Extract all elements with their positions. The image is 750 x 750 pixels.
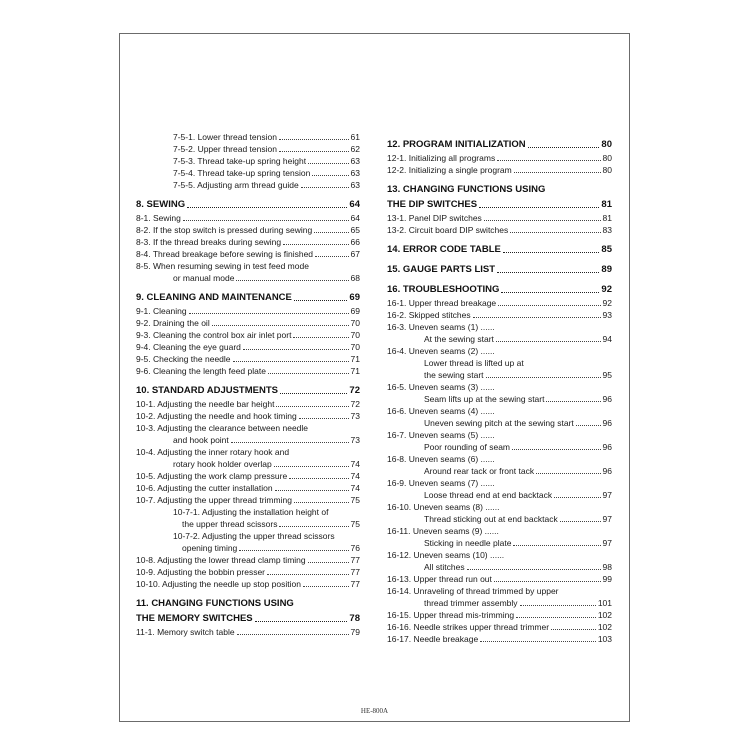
toc-entry-7-5-4-thread-take-up-spring-tension — [136, 167, 360, 179]
toc-entry-9-4-cleaning-the-eye-guard — [136, 341, 360, 353]
toc-page-number: 63 — [350, 168, 360, 178]
toc-title: Uneven sewing pitch at the sewing start — [424, 418, 574, 428]
dot-leader — [480, 641, 596, 642]
dot-leader — [303, 586, 349, 587]
toc-title: 10-10. Adjusting the needle up stop position — [136, 579, 301, 589]
dot-leader — [536, 473, 600, 474]
toc-title: 10-9. Adjusting the bobbin presser — [136, 567, 266, 577]
toc-title: 16-9. Uneven seams (7) ...... — [387, 478, 495, 488]
toc-entry-the-upper-thread-scissors — [136, 518, 360, 530]
dot-leader — [551, 629, 596, 630]
toc-page-number: 97 — [602, 514, 612, 524]
toc-entry-16-8-uneven-seams-6 — [387, 453, 612, 465]
toc-page-number: 95 — [602, 370, 612, 380]
dot-leader — [275, 490, 349, 491]
toc-heading-8-sewing — [136, 197, 360, 211]
dot-leader — [512, 449, 601, 450]
toc-title: 16-5. Uneven seams (3) ...... — [387, 382, 495, 392]
toc-title: 7-5-5. Adjusting arm thread guide — [173, 180, 299, 190]
toc-title: 9-3. Cleaning the control box air inlet port — [136, 330, 292, 340]
toc-entry-16-1-upper-thread-breakage — [387, 297, 612, 309]
toc-title: Poor rounding of seam — [424, 442, 510, 452]
toc-title: 13-1. Panel DIP switches — [387, 213, 482, 223]
dot-leader — [560, 521, 601, 522]
toc-title: 13. CHANGING FUNCTIONS USING — [387, 184, 546, 195]
dot-leader — [279, 139, 349, 140]
toc-page-number: 70 — [350, 330, 360, 340]
toc-title: Lower thread is lifted up at — [424, 358, 524, 368]
toc-page-number: 75 — [350, 519, 360, 529]
dot-leader — [236, 280, 348, 281]
page-footer: HE-800A — [360, 707, 389, 715]
dot-leader — [239, 550, 348, 551]
toc-title: 11. CHANGING FUNCTIONS USING — [136, 598, 294, 609]
toc-entry-7-5-5-adjusting-arm-thread-guide — [136, 179, 360, 191]
dot-leader — [255, 621, 348, 622]
toc-title: Loose thread end at end backtack — [424, 490, 553, 500]
toc-entry-9-2-draining-the-oil — [136, 317, 360, 329]
toc-page-number: 80 — [601, 139, 612, 150]
toc-page-number: 97 — [602, 538, 612, 548]
dot-leader — [497, 160, 600, 161]
dot-leader — [516, 617, 596, 618]
dot-leader — [467, 569, 601, 570]
toc-entry-7-5-1-lower-thread-tension — [136, 131, 360, 143]
dot-leader — [279, 526, 348, 527]
toc-page-number: 71 — [350, 354, 360, 364]
toc-page-number: 74 — [350, 483, 360, 493]
toc-title: 16-12. Uneven seams (10) ...... — [387, 550, 505, 560]
toc-title: 16-4. Uneven seams (2) ...... — [387, 346, 495, 356]
toc-entry-10-4-adjusting-the-inner-rotary-hook-and — [136, 446, 360, 458]
toc-title: 10-7. Adjusting the upper thread trimming — [136, 495, 292, 505]
toc-entry-16-16-needle-strikes-upper-thread-trimme — [387, 621, 612, 633]
toc-title: or manual mode — [173, 273, 235, 283]
toc-entry-16-13-upper-thread-run-out — [387, 573, 612, 585]
toc-title: 16-15. Upper thread mis-trimming — [387, 610, 515, 620]
dot-leader — [528, 147, 600, 148]
toc-title: 8-5. When resuming sewing in test feed mode — [136, 261, 309, 271]
dot-leader — [189, 313, 349, 314]
toc-entry-16-10-uneven-seams-8 — [387, 501, 612, 513]
toc-title: 11-1. Memory switch table — [136, 627, 235, 637]
dot-leader — [187, 207, 347, 208]
toc-page-number: 64 — [350, 213, 360, 223]
toc-title: 7-5-2. Upper thread tension — [173, 144, 277, 154]
toc-title: opening timing — [182, 543, 238, 553]
dot-leader — [484, 220, 601, 221]
toc-page-number: 98 — [602, 562, 612, 572]
toc-entry-16-3-uneven-seams-1 — [387, 321, 612, 333]
toc-heading-10-standard-adjustments — [136, 383, 360, 397]
toc-entry-13-1-panel-dip-switches — [387, 212, 612, 224]
toc-page-number: 96 — [602, 466, 612, 476]
toc-title: 10-6. Adjusting the cutter installation — [136, 483, 273, 493]
toc-page-number: 77 — [350, 579, 360, 589]
toc-entry-poor-rounding-of-seam — [387, 441, 612, 453]
toc-page-number: 72 — [349, 385, 360, 396]
toc-title: 16-13. Upper thread run out — [387, 574, 492, 584]
toc-heading-the-memory-switches — [136, 611, 360, 625]
dot-leader — [315, 256, 348, 257]
toc-title: 10-3. Adjusting the clearance between needle — [136, 423, 309, 433]
dot-leader — [294, 502, 349, 503]
toc-page-number: 69 — [349, 292, 360, 303]
toc-left-column — [136, 131, 360, 638]
toc-title: Sticking in needle plate — [424, 538, 512, 548]
toc-entry-8-4-thread-breakage-before-sewing-is-fin — [136, 248, 360, 260]
toc-page-number: 67 — [350, 249, 360, 259]
toc-title: 16-11. Uneven seams (9) ...... — [387, 526, 499, 536]
toc-entry-9-5-checking-the-needle — [136, 353, 360, 365]
toc-title: 16-2. Skipped stitches — [387, 310, 471, 320]
toc-title: 7-5-1. Lower thread tension — [173, 132, 277, 142]
toc-entry-10-7-2-adjusting-the-upper-thread-scisso — [136, 530, 360, 542]
toc-page-number: 63 — [350, 156, 360, 166]
dot-leader — [576, 425, 601, 426]
toc-title: 16-16. Needle strikes upper thread trimmer — [387, 622, 550, 632]
toc-entry-16-11-uneven-seams-9 — [387, 525, 612, 537]
dot-leader — [479, 207, 599, 208]
dot-leader — [237, 634, 349, 635]
toc-entry-10-3-adjusting-the-clearance-between-nee — [136, 422, 360, 434]
toc-entry-9-3-cleaning-the-control-box-air-inlet-p — [136, 329, 360, 341]
toc-page-number: 102 — [597, 622, 612, 632]
toc-title: 9-1. Cleaning — [136, 306, 187, 316]
dot-leader — [280, 393, 347, 394]
dot-leader — [276, 406, 348, 407]
toc-title: 10-2. Adjusting the needle and hook timing — [136, 411, 297, 421]
toc-entry-loose-thread-end-at-end-backtack — [387, 489, 612, 501]
toc-page-number: 92 — [601, 284, 612, 295]
dot-leader — [486, 377, 601, 378]
dot-leader — [294, 300, 348, 301]
toc-title: 10-7-1. Adjusting the installation height of — [173, 507, 329, 517]
toc-title: the sewing start — [424, 370, 484, 380]
toc-title: 16-3. Uneven seams (1) ...... — [387, 322, 495, 332]
toc-heading-15-gauge-parts-list — [387, 262, 612, 276]
toc-title: thread trimmer assembly — [424, 598, 518, 608]
toc-page-number: 80 — [602, 165, 612, 175]
dot-leader — [301, 187, 349, 188]
toc-entry-around-rear-tack-or-front-tack — [387, 465, 612, 477]
toc-heading-16-troubleshooting — [387, 282, 612, 296]
toc-title: 16-14. Unraveling of thread trimmed by upper — [387, 586, 559, 596]
dot-leader — [520, 605, 596, 606]
toc-page-number: 85 — [601, 244, 612, 255]
toc-title: THE MEMORY SWITCHES — [136, 613, 253, 624]
dot-leader — [274, 466, 349, 467]
toc-title: 9-2. Draining the oil — [136, 318, 210, 328]
toc-entry-7-5-2-upper-thread-tension — [136, 143, 360, 155]
toc-entry-10-1-adjusting-the-needle-bar-height — [136, 398, 360, 410]
toc-page-number: 81 — [601, 199, 612, 210]
toc-entry-16-17-needle-breakage — [387, 633, 612, 645]
toc-page-number: 70 — [350, 342, 360, 352]
toc-entry-10-10-adjusting-the-needle-up-stop-posit — [136, 578, 360, 590]
toc-page-number: 93 — [602, 310, 612, 320]
toc-page-number: 74 — [350, 471, 360, 481]
dot-leader — [546, 401, 600, 402]
toc-right-column — [387, 131, 612, 645]
toc-entry-sticking-in-needle-plate — [387, 537, 612, 549]
toc-title: 16-17. Needle breakage — [387, 634, 479, 644]
dot-leader — [231, 442, 349, 443]
dot-leader — [279, 151, 349, 152]
dot-leader — [494, 581, 601, 582]
toc-title: 13-2. Circuit board DIP switches — [387, 225, 509, 235]
toc-title: 8-3. If the thread breaks during sewing — [136, 237, 282, 247]
toc-entry-10-5-adjusting-the-work-clamp-pressure — [136, 470, 360, 482]
toc-entry-lower-thread-is-lifted-up-at — [387, 357, 612, 369]
toc-title: 10. STANDARD ADJUSTMENTS — [136, 385, 278, 396]
toc-title: 8-2. If the stop switch is pressed during sewing — [136, 225, 313, 235]
toc-entry-uneven-sewing-pitch-at-the-sewing-start — [387, 417, 612, 429]
toc-heading-the-dip-switches — [387, 197, 612, 211]
toc-title: 16-6. Uneven seams (4) ...... — [387, 406, 495, 416]
toc-page-number: 101 — [597, 598, 612, 608]
manual-page — [119, 33, 630, 722]
toc-title: 8-4. Thread breakage before sewing is finished — [136, 249, 314, 259]
toc-page-number: 66 — [350, 237, 360, 247]
toc-entry-9-1-cleaning — [136, 305, 360, 317]
toc-title: Seam lifts up at the sewing start — [424, 394, 545, 404]
toc-page-number: 78 — [349, 613, 360, 624]
dot-leader — [312, 175, 348, 176]
toc-title: 10-8. Adjusting the lower thread clamp timing — [136, 555, 306, 565]
dot-leader — [510, 232, 600, 233]
toc-page-number: 61 — [350, 132, 360, 142]
toc-title: 14. ERROR CODE TABLE — [387, 244, 501, 255]
dot-leader — [293, 337, 348, 338]
dot-leader — [268, 373, 349, 374]
dot-leader — [314, 232, 348, 233]
toc-page-number: 80 — [602, 153, 612, 163]
toc-entry-16-5-uneven-seams-3 — [387, 381, 612, 393]
dot-leader — [299, 418, 349, 419]
toc-heading-11-changing-functions-using — [136, 596, 360, 610]
toc-entry-thread-trimmer-assembly — [387, 597, 612, 609]
toc-page-number: 73 — [350, 411, 360, 421]
toc-page-number: 76 — [350, 543, 360, 553]
toc-page-number: 77 — [350, 555, 360, 565]
toc-entry-rotary-hook-holder-overlap — [136, 458, 360, 470]
toc-page-number: 94 — [602, 334, 612, 344]
toc-title: 12-2. Initializing a single program — [387, 165, 512, 175]
toc-entry-8-1-sewing — [136, 212, 360, 224]
toc-entry-the-sewing-start — [387, 369, 612, 381]
toc-page-number: 92 — [602, 298, 612, 308]
toc-page-number: 99 — [602, 574, 612, 584]
dot-leader — [233, 361, 349, 362]
dot-leader — [496, 341, 601, 342]
dot-leader — [212, 325, 349, 326]
toc-entry-thread-sticking-out-at-end-backtack — [387, 513, 612, 525]
toc-title: 16. TROUBLESHOOTING — [387, 284, 500, 295]
toc-title: THE DIP SWITCHES — [387, 199, 478, 210]
toc-title: 10-7-2. Adjusting the upper thread scissors — [173, 531, 335, 541]
toc-title: rotary hook holder overlap — [173, 459, 272, 469]
toc-entry-16-9-uneven-seams-7 — [387, 477, 612, 489]
dot-leader — [497, 272, 599, 273]
toc-page-number: 72 — [350, 399, 360, 409]
toc-entry-8-3-if-the-thread-breaks-during-sewing — [136, 236, 360, 248]
toc-title: 10-1. Adjusting the needle bar height — [136, 399, 275, 409]
toc-page-number: 71 — [350, 366, 360, 376]
dot-leader — [243, 349, 349, 350]
toc-title: 9-4. Cleaning the eye guard — [136, 342, 241, 352]
toc-entry-10-2-adjusting-the-needle-and-hook-timin — [136, 410, 360, 422]
dot-leader — [503, 252, 600, 253]
dot-leader — [514, 172, 601, 173]
toc-title: Around rear tack or front tack — [424, 466, 535, 476]
toc-title: 7-5-4. Thread take-up spring tension — [173, 168, 311, 178]
toc-heading-9-cleaning-and-maintenance — [136, 290, 360, 304]
toc-page-number: 79 — [350, 627, 360, 637]
toc-title: Thread sticking out at end backtack — [424, 514, 558, 524]
toc-entry-16-6-uneven-seams-4 — [387, 405, 612, 417]
toc-entry-16-14-unraveling-of-thread-trimmed-by-up — [387, 585, 612, 597]
dot-leader — [267, 574, 349, 575]
toc-page-number: 77 — [350, 567, 360, 577]
toc-entry-13-2-circuit-board-dip-switches — [387, 224, 612, 236]
toc-title: All stitches — [424, 562, 465, 572]
dot-leader — [498, 305, 600, 306]
toc-page-number: 63 — [350, 180, 360, 190]
dot-leader — [289, 478, 348, 479]
toc-entry-8-5-when-resuming-sewing-in-test-feed-mo — [136, 260, 360, 272]
toc-entry-and-hook-point — [136, 434, 360, 446]
toc-heading-12-program-initialization — [387, 137, 612, 151]
toc-entry-or-manual-mode — [136, 272, 360, 284]
toc-entry-at-the-sewing-start — [387, 333, 612, 345]
toc-entry-11-1-memory-switch-table — [136, 626, 360, 638]
toc-title: 16-8. Uneven seams (6) ...... — [387, 454, 495, 464]
toc-page-number: 75 — [350, 495, 360, 505]
toc-title: 9. CLEANING AND MAINTENANCE — [136, 292, 292, 303]
dot-leader — [308, 562, 349, 563]
toc-entry-seam-lifts-up-at-the-sewing-start — [387, 393, 612, 405]
toc-entry-16-12-uneven-seams-10 — [387, 549, 612, 561]
toc-page-number: 81 — [602, 213, 612, 223]
toc-entry-12-2-initializing-a-single-program — [387, 164, 612, 176]
toc-entry-16-4-uneven-seams-2 — [387, 345, 612, 357]
dot-leader — [501, 292, 599, 293]
toc-title: 16-7. Uneven seams (5) ...... — [387, 430, 495, 440]
dot-leader — [554, 497, 600, 498]
toc-entry-9-6-cleaning-the-length-feed-plate — [136, 365, 360, 377]
toc-page-number: 65 — [350, 225, 360, 235]
toc-page-number: 70 — [350, 318, 360, 328]
toc-page-number: 96 — [602, 418, 612, 428]
toc-entry-10-7-adjusting-the-upper-thread-trimming — [136, 494, 360, 506]
toc-title: 10-4. Adjusting the inner rotary hook and — [136, 447, 290, 457]
toc-page-number: 96 — [602, 394, 612, 404]
toc-title: 12-1. Initializing all programs — [387, 153, 496, 163]
toc-title: 16-1. Upper thread breakage — [387, 298, 497, 308]
toc-page-number: 73 — [350, 435, 360, 445]
dot-leader — [473, 317, 601, 318]
dot-leader — [183, 220, 349, 221]
toc-heading-13-changing-functions-using — [387, 182, 612, 196]
toc-page-number: 97 — [602, 490, 612, 500]
toc-entry-12-1-initializing-all-programs — [387, 152, 612, 164]
toc-entry-10-8-adjusting-the-lower-thread-clamp-ti — [136, 554, 360, 566]
toc-entry-16-15-upper-thread-mis-trimming — [387, 609, 612, 621]
toc-entry-8-2-if-the-stop-switch-is-pressed-during — [136, 224, 360, 236]
toc-title: 8-1. Sewing — [136, 213, 181, 223]
dot-leader — [308, 163, 348, 164]
toc-page-number: 103 — [597, 634, 612, 644]
toc-title: and hook point — [173, 435, 229, 445]
toc-entry-16-2-skipped-stitches — [387, 309, 612, 321]
toc-title: 8. SEWING — [136, 199, 186, 210]
toc-title: 9-5. Checking the needle — [136, 354, 231, 364]
toc-title: the upper thread scissors — [182, 519, 278, 529]
toc-entry-opening-timing — [136, 542, 360, 554]
toc-entry-10-6-adjusting-the-cutter-installation — [136, 482, 360, 494]
toc-title: 9-6. Cleaning the length feed plate — [136, 366, 266, 376]
toc-entry-16-7-uneven-seams-5 — [387, 429, 612, 441]
toc-page-number: 64 — [349, 199, 360, 210]
toc-title: At the sewing start — [424, 334, 494, 344]
dot-leader — [283, 244, 348, 245]
toc-entry-10-9-adjusting-the-bobbin-presser — [136, 566, 360, 578]
toc-page-number: 68 — [350, 273, 360, 283]
toc-page-number: 102 — [597, 610, 612, 620]
toc-page-number: 96 — [602, 442, 612, 452]
toc-entry-all-stitches — [387, 561, 612, 573]
toc-title: 16-10. Uneven seams (8) ...... — [387, 502, 500, 512]
toc-title: 7-5-3. Thread take-up spring height — [173, 156, 307, 166]
toc-heading-14-error-code-table — [387, 242, 612, 256]
toc-page-number: 89 — [601, 264, 612, 275]
toc-title: 10-5. Adjusting the work clamp pressure — [136, 471, 288, 481]
dot-leader — [513, 545, 600, 546]
toc-entry-10-7-1-adjusting-the-installation-height — [136, 506, 360, 518]
toc-page-number: 62 — [350, 144, 360, 154]
toc-page-number: 83 — [602, 225, 612, 235]
toc-title: 15. GAUGE PARTS LIST — [387, 264, 496, 275]
toc-title: 12. PROGRAM INITIALIZATION — [387, 139, 526, 150]
toc-page-number: 74 — [350, 459, 360, 469]
toc-page-number: 69 — [350, 306, 360, 316]
toc-entry-7-5-3-thread-take-up-spring-height — [136, 155, 360, 167]
